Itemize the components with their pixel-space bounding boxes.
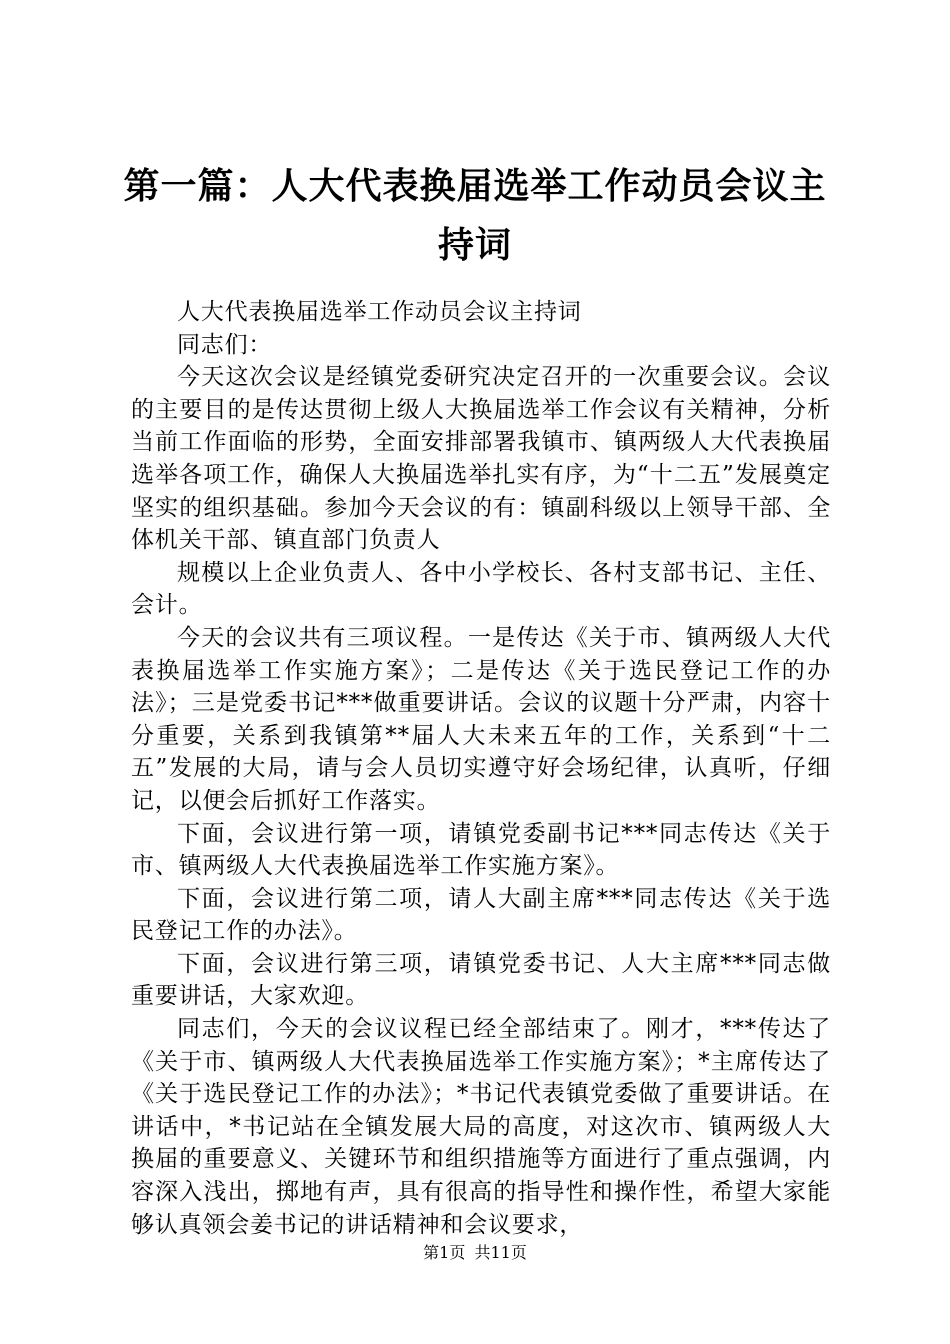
paragraph: 下面，会议进行第二项，请人大副主席***同志传达《关于选民登记工作的办法》。 <box>131 885 831 945</box>
paragraph: 下面，会议进行第一项，请镇党委副书记***同志传达《关于市、镇两级人大代表换届选举工作实施方案》。 <box>131 820 831 880</box>
paragraph-subtitle: 人大代表换届选举工作动员会议主持词 <box>177 299 582 325</box>
paragraph: 今天的会议共有三项议程。一是传达《关于市、镇两级人大代表换届选举工作实施方案》；二是传达《关于选民登记工作的办法》；三是党委书记***做重要讲话。会议的议题十分严肃，内容十分重要，关系到我镇第**届人大未来五年的工作，关系到“十二五”发展的大局，请与会人员切实遵守好会场纪律，认真听，仔细记，以便会后抓好工作落实。 <box>131 624 831 814</box>
paragraph: 规模以上企业负责人、各中小学校长、各村支部书记、主任、会计。 <box>131 559 831 619</box>
page-total: 共11页 <box>474 1243 527 1262</box>
document-body <box>131 296 831 1241</box>
paragraph: 下面，会议进行第三项，请镇党委书记、人大主席***同志做重要讲话，大家欢迎。 <box>131 950 831 1010</box>
paragraph: 同志们，今天的会议议程已经全部结束了。刚才，***传达了《关于市、镇两级人大代表换届选举工作实施方案》；*主席传达了《关于选民登记工作的办法》；*书记代表镇党委做了重要讲话。在讲话中，*书记站在全镇发展大局的高度，对这次市、镇两级人大换届的重要意义、关键环节和组织措施等方面进行了重点强调，内容深入浅出，掷地有声，具有很高的指导性和操作性，希望大家能够认真领会姜书记的讲话精神和会议要求， <box>131 1016 831 1238</box>
paragraph-salutation: 同志们： <box>177 331 273 358</box>
page-number: 第1页 <box>423 1243 466 1262</box>
paragraph: 今天这次会议是经镇党委研究决定召开的一次重要会议。会议的主要目的是传达贯彻上级人大换届选举工作会议有关精神，分析当前工作面临的形势，全面安排部署我镇市、镇两级人大代表换届选举各项工作，确保人大换届选举扎实有序，为“十二五”发展奠定坚实的组织基础。参加今天会议的有：镇副科级以上领导干部、全体机关干部、镇直部门负责人 <box>131 364 831 554</box>
page-footer <box>0 1243 950 1263</box>
document-title: 第一篇：人大代表换届选举工作动员会议主持词 <box>123 165 827 266</box>
